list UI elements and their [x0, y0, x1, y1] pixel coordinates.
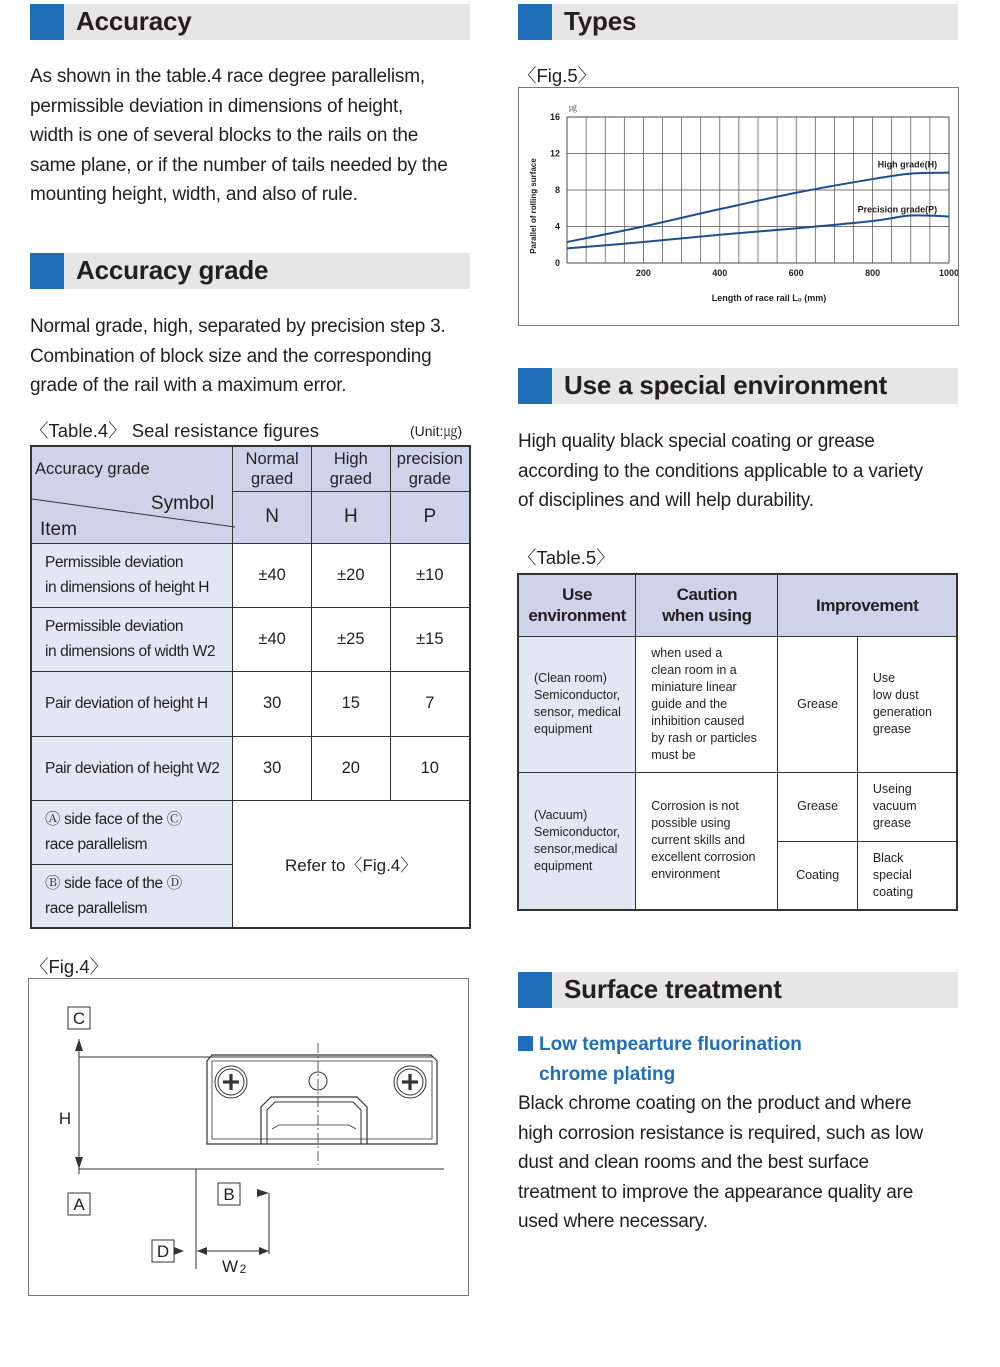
section-marker	[30, 4, 64, 40]
cell-line: excellent corrosion	[651, 850, 756, 865]
cell-line: (Clean room)	[534, 671, 607, 685]
surface-paragraph	[518, 1089, 958, 1237]
cell-line: vacuum	[872, 799, 917, 813]
improvement-cell	[857, 636, 957, 772]
row-label	[31, 543, 233, 607]
section-marker	[518, 972, 552, 1008]
row-label	[31, 800, 233, 864]
value-cell: 20	[312, 736, 391, 800]
value-cell: 10	[390, 736, 470, 800]
text-line: Normal grade, high, separated by precision step 3.	[30, 316, 446, 337]
text-line: permissible deviation in dimensions of height,	[30, 95, 404, 117]
cell-line: low dust	[872, 688, 919, 702]
label-line: in dimensions of width W2	[45, 643, 216, 660]
chart-grid	[567, 117, 949, 263]
row-label: Pair deviation of height W2	[31, 736, 233, 800]
accuracy-grade-section-header	[30, 253, 470, 289]
text-line: of disciplines and will help durability.	[518, 490, 814, 511]
header-line: environment	[528, 606, 626, 626]
table4-symbol-item-cell	[31, 491, 233, 543]
env-cell	[518, 772, 636, 910]
x-tick-label: 400	[712, 268, 728, 278]
section-marker	[518, 368, 552, 404]
subheading-text: chrome plating	[539, 1064, 676, 1085]
cell-line: environment	[651, 867, 721, 882]
env-cell	[518, 636, 636, 772]
table-row	[31, 607, 470, 671]
table5-header-env	[518, 574, 636, 636]
cell-line: (Vacuum)	[534, 807, 588, 822]
header-line: Use	[562, 585, 593, 605]
cell-line: current skills and	[651, 833, 746, 848]
text-line: according to the conditions applicable to a variety	[518, 460, 923, 482]
table4-header-grade-cell	[31, 446, 233, 491]
row-label	[31, 607, 233, 671]
table-row	[518, 636, 957, 772]
series-label: High grade(H)	[877, 159, 938, 170]
cell-line: special	[872, 867, 912, 882]
cell-line: clean room in a	[651, 662, 737, 677]
label-line: race parallelism	[45, 899, 148, 917]
special-env-title: Use a special environment	[564, 370, 888, 400]
value-cell: 15	[312, 671, 391, 736]
label-line: Permissible deviation	[45, 618, 184, 635]
label-line: in dimensions of height H	[45, 579, 210, 596]
fig5-frame	[518, 87, 959, 326]
y-tick-label: 4	[554, 221, 560, 232]
text-line: Black chrome coating on the product and where	[518, 1093, 912, 1114]
cell-line: inhibition caused	[651, 713, 745, 728]
improvement-cell	[857, 772, 957, 841]
label-w: W	[221, 1257, 239, 1276]
subheading-line	[518, 1030, 802, 1060]
x-tick-label: 600	[788, 268, 804, 278]
symbol-p: P	[390, 491, 470, 543]
cell-line: generation	[872, 705, 932, 719]
label-b: B	[223, 1185, 235, 1204]
value-cell: 7	[390, 671, 470, 736]
label-line: Ⓑ side face of the Ⓓ	[45, 874, 182, 892]
table4-header-high	[312, 446, 391, 491]
value-cell: ±25	[312, 607, 391, 671]
y-unit-label: ㎍	[569, 103, 577, 112]
special-env-paragraph	[518, 427, 958, 516]
label-d: D	[156, 1242, 170, 1261]
cell-line: equipment	[534, 722, 593, 736]
table-row	[518, 772, 957, 841]
types-title: Types	[564, 6, 637, 36]
fig4-caption: 〈Fig.4〉	[30, 956, 109, 977]
cell-line: sensor, medical	[534, 705, 621, 719]
accuracy-grade-paragraph	[30, 312, 470, 401]
accuracy-title: Accuracy	[76, 6, 192, 36]
table4-caption: 〈Table.4〉 Seal resistance figures	[30, 420, 319, 441]
header-line: High	[333, 449, 368, 468]
x-axis-label: Length of race rail L₀ (mm)	[711, 293, 827, 303]
label-w-sub: 2	[239, 1262, 247, 1276]
table5-header-caution	[636, 574, 778, 636]
table4-unit: (Unit:㎍)	[410, 423, 463, 439]
label-c: C	[72, 1009, 86, 1028]
header-line: grade	[408, 469, 451, 488]
header-line: Caution	[676, 585, 738, 605]
cell-line: equipment	[534, 858, 593, 873]
fig4-diagram	[29, 979, 468, 1295]
accuracy-paragraph	[30, 62, 470, 210]
label-line: race parallelism	[45, 836, 148, 853]
y-tick-label: 0	[554, 258, 560, 268]
header-item: Item	[40, 518, 77, 540]
text-line: dust and clean rooms and the best surface	[518, 1152, 869, 1173]
improvement-cell	[857, 841, 957, 910]
symbol-n: N	[233, 491, 312, 543]
cell-line: miniature linear	[651, 679, 737, 694]
header-symbol: Symbol	[150, 493, 215, 514]
x-tick-label: 800	[865, 268, 881, 278]
series-label: Precision grade(P)	[857, 204, 938, 215]
cell-line: Useing	[872, 782, 912, 796]
value-cell: ±40	[233, 607, 312, 671]
text-line: grade of the rail with a maximum error.	[30, 375, 347, 396]
value-cell: ±40	[233, 543, 312, 607]
value-cell: 30	[233, 736, 312, 800]
value-cell: ±20	[312, 543, 391, 607]
table-row	[31, 800, 470, 864]
cell-line: Semiconductor,	[534, 824, 621, 839]
table-row	[31, 671, 470, 736]
material-cell: Grease	[778, 636, 857, 772]
table4-header-normal	[233, 446, 312, 491]
cell-line: when used a	[651, 645, 723, 660]
surface-subheading	[518, 1030, 802, 1090]
subheading-line	[518, 1060, 802, 1090]
bullet-square-icon	[518, 1036, 533, 1051]
cell-line: grease	[872, 722, 912, 736]
text-line: treatment to improve the appearance quality are	[518, 1181, 914, 1203]
text-line: width is one of several blocks to the rails on the	[30, 125, 419, 146]
row-label: Pair deviation of height H	[31, 671, 233, 736]
section-marker	[30, 253, 64, 289]
chart-ticks	[550, 112, 958, 278]
cell-line: must be	[651, 747, 696, 762]
cell-line: Corrosion is not	[651, 799, 739, 814]
label-line: Ⓐ side face of the Ⓒ	[45, 811, 182, 828]
text-line: high corrosion resistance is required, such as low	[518, 1122, 924, 1144]
header-line: Normal	[245, 449, 299, 468]
table-row	[31, 736, 470, 800]
text-line: High quality black special coating or grease	[518, 431, 875, 452]
table4-header-precision	[390, 446, 470, 491]
subheading-text: Low tempearture fluorination	[539, 1034, 802, 1055]
cell-line: Semiconductor,	[534, 688, 621, 702]
fig5-chart	[519, 88, 958, 325]
cell-line: Black	[872, 850, 904, 865]
header-line: precision	[396, 449, 463, 468]
surface-title: Surface treatment	[564, 974, 782, 1004]
section-marker	[518, 4, 552, 40]
cell-line: Use	[872, 671, 896, 685]
x-tick-label: 1000	[938, 268, 958, 278]
header-line: when using	[662, 606, 752, 626]
cell-line: possible using	[651, 816, 731, 831]
accuracy-section-header	[30, 4, 470, 40]
cell-line: guide and the	[651, 696, 728, 711]
cell-line: coating	[872, 884, 914, 899]
value-cell: ±15	[390, 607, 470, 671]
table5-header-improvement: Improvement	[778, 574, 957, 636]
label-a: A	[73, 1195, 85, 1214]
accuracy-grade-title: Accuracy grade	[76, 255, 269, 285]
fig5-caption: 〈Fig.5〉	[518, 65, 597, 86]
symbol-h: H	[312, 491, 391, 543]
refer-cell: Refer to〈Fig.4〉	[233, 800, 470, 928]
header-accuracy-grade: Accuracy grade	[35, 459, 150, 478]
header-line: graed	[251, 469, 294, 488]
x-tick-label: 200	[635, 268, 651, 278]
value-cell: ±10	[390, 543, 470, 607]
caution-cell	[636, 636, 778, 772]
fig4-frame	[28, 978, 469, 1296]
table4	[30, 445, 471, 929]
row-label	[31, 864, 233, 928]
text-line: used where necessary.	[518, 1211, 708, 1232]
label-line: Permissible deviation	[45, 554, 184, 571]
cell-line: sensor,medical	[534, 841, 618, 856]
y-tick-label: 16	[549, 112, 560, 122]
text-line: same plane, or if the number of tails needed by the	[30, 154, 448, 176]
text-line: mounting height, width, and also of rule.	[30, 184, 358, 205]
text-line: As shown in the table.4 race degree parallelism,	[30, 66, 425, 87]
y-tick-label: 12	[549, 148, 560, 159]
y-tick-label: 8	[554, 185, 560, 195]
types-section-header	[518, 4, 958, 40]
cell-line: by rash or particles	[651, 730, 757, 745]
special-env-section-header	[518, 368, 958, 404]
cell-line: grease	[872, 816, 912, 830]
text-line: Combination of block size and the corresponding	[30, 345, 432, 367]
surface-section-header	[518, 972, 958, 1008]
caution-cell	[636, 772, 778, 910]
y-axis-label: Parallel of rolling surface	[529, 158, 538, 254]
material-cell: Coating	[778, 841, 857, 910]
label-h: H	[58, 1109, 72, 1128]
header-line: graed	[329, 469, 372, 488]
table5	[517, 573, 958, 911]
value-cell: 30	[233, 671, 312, 736]
table5-caption: 〈Table.5〉	[518, 547, 615, 568]
material-cell: Grease	[778, 772, 857, 841]
table-row	[31, 543, 470, 607]
